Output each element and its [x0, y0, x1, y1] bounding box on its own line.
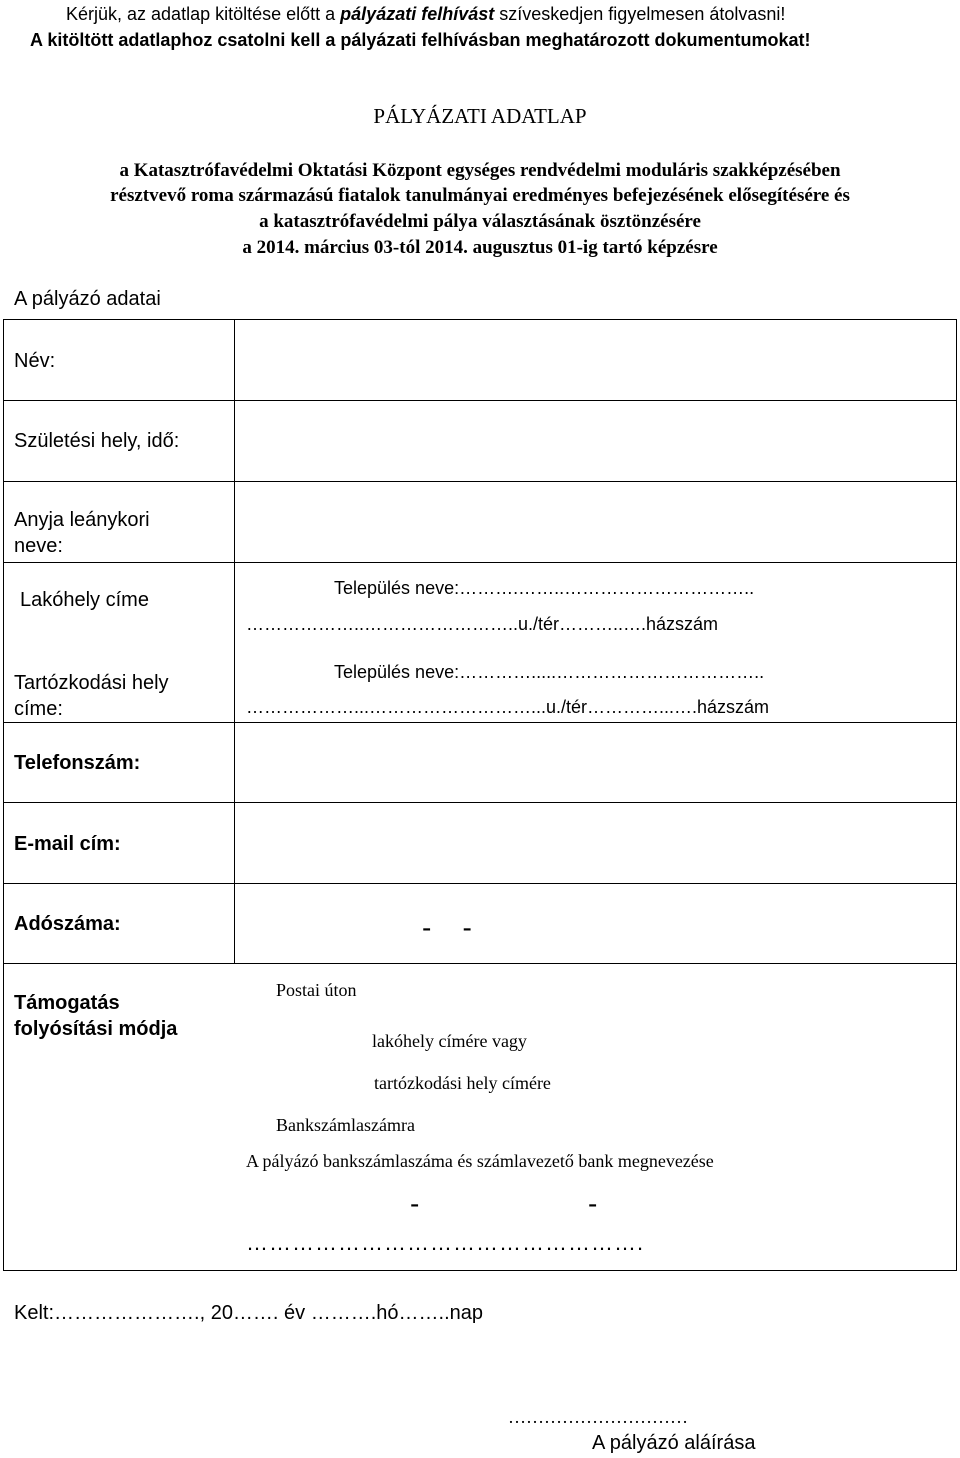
signature-line[interactable]: ………………………… [508, 1407, 688, 1427]
row-divider [4, 481, 956, 482]
payment-bank-option[interactable]: Bankszámlaszámra [276, 1115, 415, 1135]
bank-account-dash-1: - [410, 1188, 420, 1219]
notice-text-emphasis: pályázati felhívást [340, 4, 495, 24]
tax-number-separators[interactable]: - - [422, 912, 472, 943]
row-divider [4, 722, 956, 723]
row-divider [4, 883, 956, 884]
row-divider [4, 802, 956, 803]
signature-label: A pályázó aláírása [592, 1432, 756, 1454]
notice-text-pre: Kérjük, az adatlap kitöltése előtt a [66, 4, 341, 24]
payment-residence-option[interactable]: lakóhely címére vagy [372, 1031, 527, 1051]
row-divider [4, 562, 956, 563]
notice-line-1 [66, 4, 785, 25]
payment-label-line-1: Támogatás [14, 992, 120, 1014]
bank-account-dash-2: - [588, 1188, 598, 1219]
stay-label-line-1: Tartózkodási hely [14, 672, 169, 694]
bank-account-field[interactable]: ……………………………………………. [246, 1230, 645, 1255]
subtitle-line-2: résztvevő roma származású fiatalok tanulmányai eredményes befejezésének elősegítésére és [110, 185, 850, 206]
payment-label-line-2: folyósítási módja [14, 1018, 178, 1040]
stay-label-line-2: címe: [14, 698, 63, 720]
name-field[interactable] [236, 320, 956, 400]
mother-name-label-line-1: Anyja leánykori [14, 509, 150, 531]
residence-address-line-2[interactable]: ………………..……………………..u./tér………..….házszám [246, 614, 719, 634]
email-label: E-mail cím: [14, 833, 121, 855]
row-divider [4, 963, 956, 964]
email-field[interactable] [236, 804, 956, 883]
phone-field[interactable] [236, 724, 956, 802]
residence-address-line-1[interactable]: Település neve:……….……..………………………….. [334, 578, 755, 598]
applicant-form-table [3, 319, 957, 1271]
notice-line-2: A kitöltött adatlaphoz csatolni kell a pályázati felhívásban meghatározott dokumentumokat! [30, 30, 811, 50]
notice-text-post: szíveskedjen figyelmesen átolvasni! [494, 4, 786, 24]
subtitle-line-3: a katasztrófavédelmi pálya választásának ösztönzésére [259, 211, 701, 232]
phone-label: Telefonszám: [14, 752, 141, 774]
tax-label: Adószáma: [14, 913, 121, 935]
page-title: PÁLYÁZATI ADATLAP [373, 104, 587, 128]
payment-postal-option[interactable]: Postai úton [276, 980, 357, 1000]
subtitle-line-1: a Katasztrófavédelmi Oktatási Központ egységes rendvédelmi moduláris szakképzésében [119, 160, 841, 181]
payment-stay-option[interactable]: tartózkodási hely címére [374, 1073, 551, 1093]
date-line[interactable]: Kelt:…………………., 20……. év ……….hó……..nap [14, 1302, 484, 1324]
mother-name-label-line-2: neve: [14, 535, 63, 557]
name-label: Név: [14, 350, 56, 372]
mother-name-field[interactable] [236, 483, 956, 562]
subtitle-line-4: a 2014. március 03-tól 2014. augusztus 01-ig tartó képzésre [242, 237, 718, 258]
birth-label: Születési hely, idő: [14, 430, 180, 452]
row-divider [4, 400, 956, 401]
column-divider [234, 320, 235, 963]
residence-label: Lakóhely címe [20, 589, 149, 611]
bank-account-description: A pályázó bankszámlaszáma és számlavezető bank megnevezése [246, 1151, 714, 1171]
section-label: A pályázó adatai [14, 288, 161, 310]
stay-address-line-2[interactable]: ………………...………………………...u./tér…………...….házszám [246, 697, 770, 717]
birth-field[interactable] [236, 402, 956, 481]
stay-address-line-1[interactable]: Település neve:………….....…………………………….. [334, 662, 765, 682]
